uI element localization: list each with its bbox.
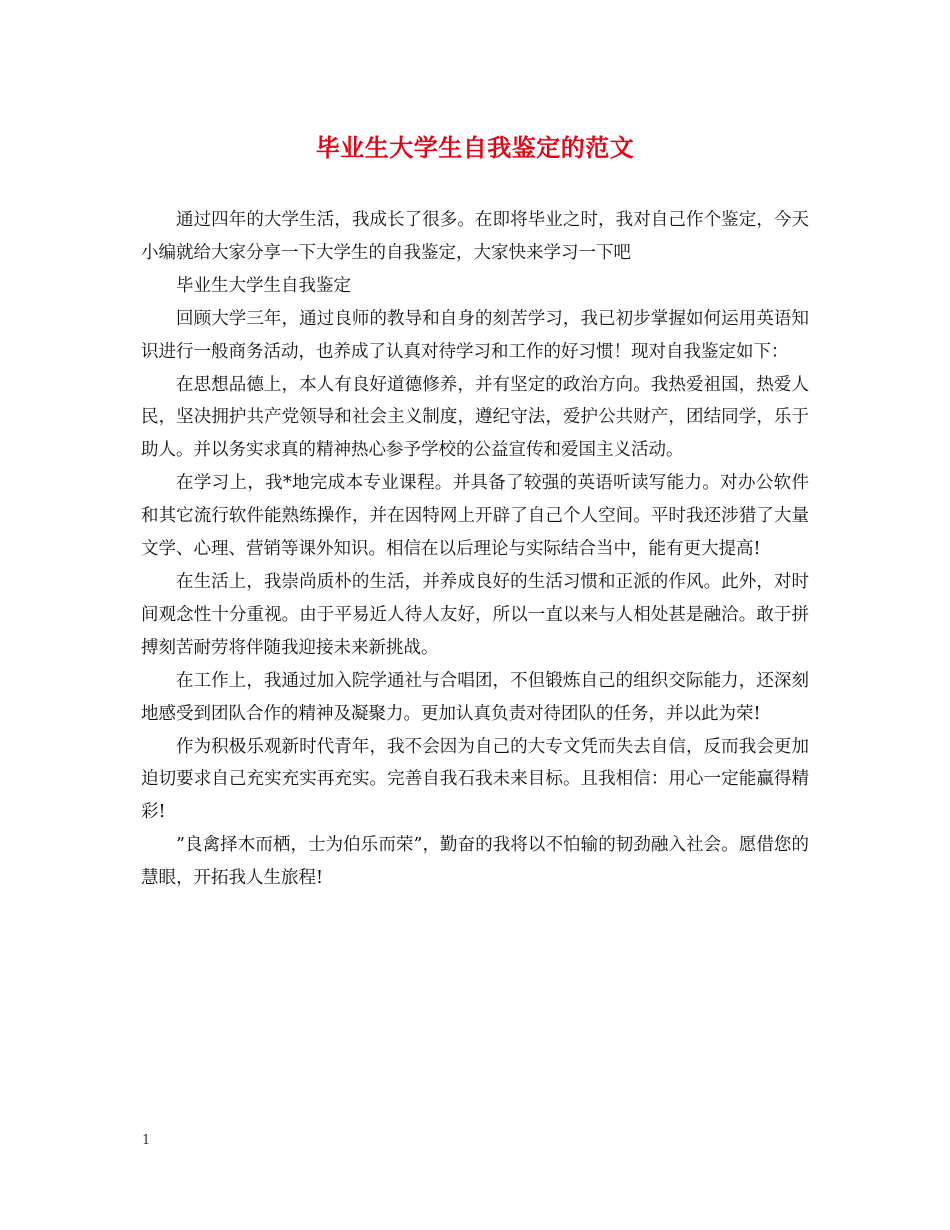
document-title: 毕业生大学生自我鉴定的范文	[315, 133, 635, 162]
paragraph-study: 在学习上，我*地完成本专业课程。并具备了较强的英语听读写能力。对办公软件和其它流行软件能熟练操作，并在因特网上开辟了自己个人空间。平时我还涉猎了大量文学、心理、营销等课外知识。相信在以后理论与实际结合当中，能有更大提高!	[141, 473, 809, 560]
paragraph-closing: ”良禽择木而栖，士为伯乐而荣”，勤奋的我将以不怕输的韧劲融入社会。愿借您的慧眼，开拓我人生旅程!	[141, 835, 809, 889]
paragraph-work: 在工作上，我通过加入院学通社与合唱团，不但锻炼自己的组织交际能力，还深刻地感受到团队合作的精神及凝聚力。更加认真负责对待团队的任务，并以此为荣!	[141, 670, 809, 724]
page-number: 1	[142, 1133, 151, 1148]
paragraph-review: 回顾大学三年，通过良师的教导和自身的刻苦学习，我已初步掌握如何运用英语知识进行一般商务活动，也养成了认真对待学习和工作的好习惯！现对自我鉴定如下：	[141, 308, 809, 362]
paragraph-life: 在生活上，我崇尚质朴的生活，并养成良好的生活习惯和正派的作风。此外，对时间观念性十分重视。由于平易近人待人友好，所以一直以来与人相处甚是融洽。敢于拼搏刻苦耐劳将伴随我迎接未来新挑战。	[141, 571, 809, 658]
paragraph-intro: 通过四年的大学生活，我成长了很多。在即将毕业之时，我对自己作个鉴定，今天小编就给大家分享一下大学生的自我鉴定，大家快来学习一下吧	[141, 210, 809, 263]
paragraph-attitude: 作为积极乐观新时代青年，我不会因为自己的大专文凭而失去自信，反而我会更加迫切要求自己充实充实再充实。完善自我石我未来目标。且我相信：用心一定能赢得精彩!	[141, 736, 809, 823]
paragraph-morality: 在思想品德上，本人有良好道德修养，并有坚定的政治方向。我热爱祖国，热爱人民，坚决拥护共产党领导和社会主义制度，遵纪守法，爱护公共财产，团结同学，乐于助人。并以务实求真的精神热心参予学校的公益宣传和爱国主义活动。	[141, 374, 809, 461]
paragraph-subtitle: 毕业生大学生自我鉴定	[176, 275, 351, 296]
document-body	[141, 204, 809, 895]
